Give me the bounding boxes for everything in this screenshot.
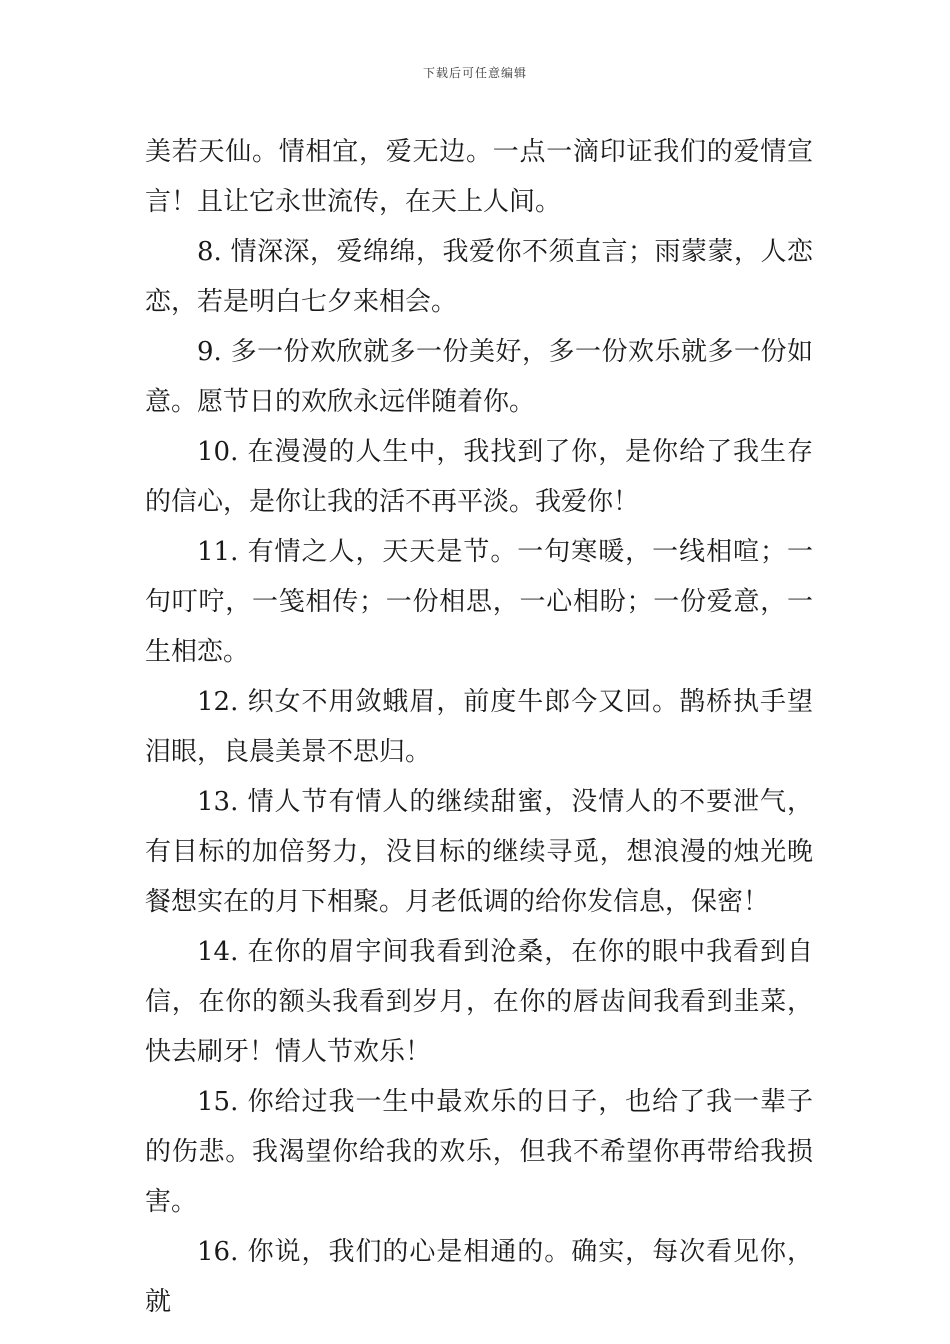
- document-body: [145, 127, 813, 1327]
- paragraph-9: 9. 多一份欢欣就多一份美好，多一份欢乐就多一份如意。愿节日的欢欣永远伴随着你。: [145, 337, 813, 417]
- paragraph-16: 16. 你说，我们的心是相通的。确实，每次看见你，就: [145, 1237, 813, 1317]
- paragraph-8: 8. 情深深，爱绵绵，我爱你不须直言；雨蒙蒙，人恋恋，若是明白七夕来相会。: [145, 237, 813, 317]
- paragraph-11: 11. 有情之人，天天是节。一句寒暖，一线相喧；一句叮咛，一笺相传；一份相思，一心相盼；一份爱意，一生相恋。: [145, 537, 813, 667]
- paragraph-continued: 美若天仙。情相宜，爱无边。一点一滴印证我们的爱情宣言！且让它永世流传，在天上人间。: [145, 137, 813, 217]
- page-header: 下载后可任意编辑: [422, 66, 527, 80]
- paragraph-10: 10. 在漫漫的人生中，我找到了你，是你给了我生存的信心，是你让我的活不再平淡。我爱你！: [145, 437, 813, 517]
- paragraph-14: 14. 在你的眉宇间我看到沧桑，在你的眼中我看到自信，在你的额头我看到岁月，在你的唇齿间我看到韭菜，快去刷牙！情人节欢乐！: [145, 937, 813, 1067]
- paragraph-15: 15. 你给过我一生中最欢乐的日子，也给了我一辈子的伤悲。我渴望你给我的欢乐，但我不希望你再带给我损害。: [145, 1087, 813, 1217]
- paragraph-13: 13. 情人节有情人的继续甜蜜，没情人的不要泄气，有目标的加倍努力，没目标的继续寻觅，想浪漫的烛光晚餐想实在的月下相聚。月老低调的给你发信息，保密！: [145, 787, 813, 917]
- paragraph-12: 12. 织女不用敛蛾眉，前度牛郎今又回。鹊桥执手望泪眼，良晨美景不思归。: [145, 687, 813, 767]
